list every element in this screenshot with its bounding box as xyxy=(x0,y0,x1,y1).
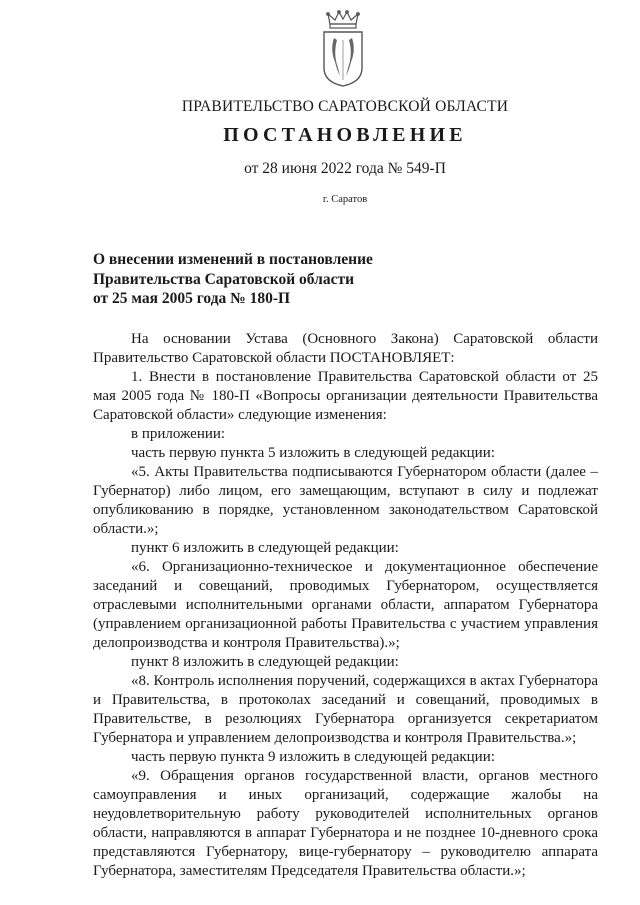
body-paragraph: «6. Организационно-техническое и документационное обеспечение заседаний и совещаний, проводимых Губернатором, осуществляется отраслевыми исполнительными органами области, аппаратом Губернатора (управлением организационной работы Правительства с участием управления делопроизводства и контроля Правительства).»; xyxy=(93,559,598,651)
document-body xyxy=(93,330,598,881)
body-paragraph: часть первую пункта 9 изложить в следующей редакции: xyxy=(131,749,495,765)
body-paragraph: 1. Внести в постановление Правительства Саратовской области от 25 мая 2005 года № 180-П «Вопросы организации деятельности Правительства Саратовской области» следующие изменения: xyxy=(93,369,598,423)
document-type: ПОСТАНОВЛЕНИЕ xyxy=(223,124,467,146)
document-city: г. Саратов xyxy=(322,194,368,205)
body-paragraph: в приложении: xyxy=(131,426,226,442)
body-paragraph: На основании Устава (Основного Закона) Саратовской области Правительство Саратовской области ПОСТАНОВЛЯЕТ: xyxy=(93,331,598,366)
body-paragraph: «5. Акты Правительства подписываются Губернатором области (далее – Губернатор) либо лицом, его замещающим, вступают в силу и подлежат опубликованию в порядке, установленном законодательством Саратовской области.»; xyxy=(93,464,598,537)
title-line: от 25 мая 2005 года № 180-П xyxy=(93,290,291,307)
body-paragraph: пункт 6 изложить в следующей редакции: xyxy=(131,540,399,556)
body-paragraph: пункт 8 изложить в следующей редакции: xyxy=(131,654,399,670)
body-paragraph: часть первую пункта 5 изложить в следующей редакции: xyxy=(131,445,495,461)
document-date-number: от 28 июня 2022 года № 549-П xyxy=(244,160,446,177)
title-line: Правительства Саратовской области xyxy=(93,270,354,288)
body-paragraph: «9. Обращения органов государственной власти, органов местного самоуправления и иных организаций, содержащие жалобы на неудовлетворительную работу руководителей исполнительных органов области, направляются в аппарат Губернатора и не позднее 10-дневного срока представляются Губернатору, вице-губернатору – руководителю аппарата Губернатора, заместителям Председателя Правительства области.»; xyxy=(93,768,598,879)
document-title xyxy=(93,250,413,309)
title-line: О внесении изменений в постановление xyxy=(93,251,373,268)
organization-name: ПРАВИТЕЛЬСТВО САРАТОВСКОЙ ОБЛАСТИ xyxy=(181,98,509,115)
saratov-coat-of-arms-icon xyxy=(318,10,368,88)
body-paragraph: «8. Контроль исполнения поручений, содержащихся в актах Губернатора и Правительства, в протоколах заседаний и совещаний, проводимых в Правительстве, в резолюциях Губернатора организуется секретариатом Губернатора и управлением делопроизводства и контроля Правительства.»; xyxy=(93,673,598,746)
